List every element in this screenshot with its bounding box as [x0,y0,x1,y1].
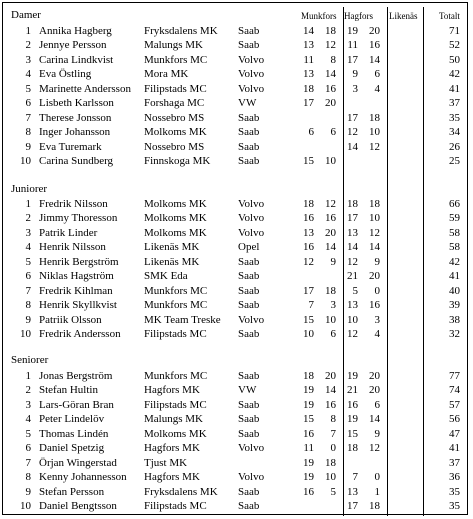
row-position: 5 [25,82,31,95]
munkfors-heat1: 14 [303,25,314,37]
driver-name: Henrik Bergström [39,255,119,268]
club-name: Fryksdalens MK [144,25,218,37]
table-row [3,313,469,327]
driver-name: Therese Jonsson [39,111,112,124]
table-row [3,53,469,67]
section-title: Juniorer [11,183,48,195]
munkfors-heat2: 16 [325,82,336,95]
total-points: 25 [449,155,460,168]
car-make: Volvo [238,313,265,326]
driver-name: Fredrik Kihlman [39,284,113,297]
munkfors-heat2: 18 [325,456,336,469]
row-position: 7 [25,111,31,124]
row-position: 7 [25,284,31,297]
total-points: 32 [449,328,460,341]
hagfors-heat1: 7 [352,471,358,484]
results-table [2,2,468,515]
hagfors-heat2: 4 [374,82,380,95]
table-row [3,298,469,312]
munkfors-heat1: 17 [303,284,314,297]
munkfors-heat1: 6 [308,126,314,139]
driver-name: Lisbeth Karlsson [39,97,114,110]
car-make: Volvo [238,53,265,66]
table-row [3,398,469,412]
table-row [3,211,469,225]
driver-name: Peter Lindelöv [39,413,105,426]
club-name: Hagfors MK [144,442,200,455]
munkfors-heat1: 17 [303,97,314,110]
hagfors-heat1: 18 [347,442,358,455]
club-name: Filipstads MC [144,82,207,95]
munkfors-heat1: 16 [303,241,314,254]
driver-name: Patrik Linder [39,226,98,239]
total-points: 59 [449,212,460,225]
car-make: Volvo [238,212,265,225]
hagfors-heat2: 18 [369,198,380,210]
table-row [3,412,469,426]
section-title: Seniorer [11,354,49,366]
driver-name: Thomas Lindén [39,427,109,440]
hagfors-heat1: 19 [347,370,358,382]
hagfors-heat1: 18 [347,198,358,210]
hagfors-heat2: 14 [369,413,380,426]
driver-name: Lars-Göran Bran [39,398,114,411]
driver-name: Fredrik Andersson [39,328,121,341]
car-make: Saab [238,427,260,440]
hagfors-heat2: 10 [369,126,380,139]
hagfors-heat2: 16 [369,39,380,52]
club-name: Hagfors MK [144,471,200,484]
car-make: Opel [238,241,260,254]
row-position: 9 [25,313,31,326]
car-make: Saab [238,370,260,382]
hagfors-heat1: 17 [347,111,358,124]
car-make: Volvo [238,471,265,484]
hagfors-heat1: 19 [347,413,358,426]
club-name: Fryksdalens MK [144,485,218,498]
row-position: 5 [25,255,31,268]
munkfors-heat2: 16 [325,212,336,225]
munkfors-heat1: 11 [303,442,314,455]
table-row [3,24,469,38]
total-points: 37 [449,97,460,110]
driver-name: Inger Johansson [39,126,111,139]
table-row [3,369,469,383]
driver-name: Carina Sundberg [39,155,114,168]
hagfors-heat1: 17 [347,212,358,225]
munkfors-header: Munkfors [301,11,337,21]
hagfors-heat1: 10 [347,313,358,326]
hagfors-heat1: 13 [347,299,358,312]
row-position: 1 [25,25,31,37]
total-points: 56 [449,413,460,426]
driver-name: Patriik Olsson [39,313,102,326]
driver-name: Jennye Persson [39,39,107,52]
munkfors-heat1: 18 [303,198,314,210]
hagfors-heat1: 12 [347,328,358,341]
table-row [3,197,469,211]
club-name: Filipstads MC [144,500,207,513]
row-position: 8 [25,126,31,139]
munkfors-heat1: 15 [303,313,314,326]
driver-name: Kenny Johannesson [39,471,127,484]
hagfors-heat2: 14 [369,53,380,66]
total-points: 41 [449,442,460,455]
munkfors-heat2: 6 [330,126,336,139]
hagfors-heat1: 11 [347,39,358,52]
table-row [3,38,469,52]
driver-name: Henrik Skyllkvist [39,299,117,312]
table-row [3,470,469,484]
table-row [3,111,469,125]
car-make: Saab [238,299,260,312]
hagfors-heat1: 9 [352,68,358,81]
hagfors-heat1: 21 [347,384,358,397]
total-points: 37 [449,456,460,469]
car-make: Volvo [238,442,265,455]
munkfors-heat1: 7 [308,299,314,312]
munkfors-heat2: 0 [330,442,336,455]
club-name: Molkoms MK [144,212,207,225]
munkfors-heat1: 12 [303,255,314,268]
hagfors-heat1: 16 [347,398,358,411]
munkfors-heat1: 13 [303,39,314,52]
hagfors-heat1: 17 [347,500,358,513]
table-row [3,125,469,139]
hagfors-heat2: 16 [369,299,380,312]
club-name: Molkoms MK [144,226,207,239]
hagfors-heat1: 15 [347,427,358,440]
munkfors-heat2: 12 [325,198,336,210]
total-points: 71 [449,25,460,37]
car-make: Volvo [238,198,265,210]
total-points: 66 [449,198,460,210]
table-row [3,383,469,397]
club-name: Likenäs MK [144,241,200,254]
table-row [3,82,469,96]
driver-name: Carina Lindkvist [39,53,114,66]
club-name: SMK Eda [144,270,188,283]
munkfors-heat2: 18 [325,25,336,37]
car-make: Saab [238,485,260,498]
row-position: 6 [25,270,31,283]
car-make: Volvo [238,226,265,239]
table-row [3,154,469,168]
driver-name: Henrik Nilsson [39,241,106,254]
total-points: 58 [449,241,460,254]
driver-name: Stefan Hultin [39,384,98,397]
table-row [3,255,469,269]
car-make: Volvo [238,68,265,81]
car-make: Saab [238,155,260,168]
munkfors-heat2: 10 [325,471,336,484]
club-name: Hagfors MK [144,384,200,397]
likenas-header: Likenäs [389,11,418,21]
munkfors-heat1: 11 [303,53,314,66]
row-position: 9 [25,140,31,153]
munkfors-heat1: 15 [303,155,314,168]
munkfors-heat2: 5 [330,485,336,498]
table-row [3,226,469,240]
hagfors-heat2: 14 [369,241,380,254]
row-position: 8 [25,299,31,312]
driver-name: Jimmy Thoresson [39,212,118,225]
total-points: 35 [449,500,460,513]
table-row [3,499,469,513]
row-position: 2 [25,39,31,52]
munkfors-heat1: 13 [303,226,314,239]
munkfors-heat1: 19 [303,384,314,397]
club-name: Munkfors MC [144,299,208,312]
munkfors-heat2: 7 [330,427,336,440]
munkfors-heat2: 14 [325,68,336,81]
car-make: VW [238,384,257,397]
row-position: 9 [25,485,31,498]
munkfors-heat2: 3 [330,299,336,312]
row-position: 6 [25,442,31,455]
total-points: 58 [449,226,460,239]
hagfors-heat1: 19 [347,25,358,37]
hagfors-heat2: 0 [374,471,380,484]
total-points: 77 [449,370,460,382]
driver-name: Stefan Persson [39,485,105,498]
row-position: 7 [25,456,31,469]
munkfors-heat1: 19 [303,471,314,484]
munkfors-heat2: 8 [330,413,336,426]
club-name: Nossebro MS [144,111,205,124]
munkfors-heat2: 14 [325,384,336,397]
club-name: Filipstads MC [144,398,207,411]
car-make: Saab [238,25,260,37]
total-points: 40 [449,284,460,297]
munkfors-heat1: 18 [303,82,314,95]
total-points: 36 [449,471,460,484]
total-points: 38 [449,313,460,326]
hagfors-header: Hagfors [344,11,373,21]
munkfors-heat2: 20 [325,370,336,382]
table-row [3,96,469,110]
car-make: Saab [238,255,260,268]
row-position: 10 [20,500,31,513]
club-name: Molkoms MK [144,126,207,139]
car-make: VW [238,97,257,110]
car-make: Saab [238,126,260,139]
club-name: Munkfors MC [144,370,208,382]
car-make: Saab [238,140,260,153]
total-points: 57 [449,398,460,411]
total-points: 34 [449,126,460,139]
driver-name: Niklas Hagström [39,270,114,283]
total-points: 35 [449,485,460,498]
row-position: 3 [25,53,31,66]
row-position: 10 [20,155,31,168]
car-make: Volvo [238,82,265,95]
car-make: Saab [238,111,260,124]
hagfors-heat2: 10 [369,212,380,225]
table-row [3,427,469,441]
munkfors-heat2: 10 [325,313,336,326]
total-points: 41 [449,270,460,283]
driver-name: Daniel Spetzig [39,442,105,455]
driver-name: Daniel Bengtsson [39,500,117,513]
table-row [3,441,469,455]
car-make: Saab [238,398,260,411]
car-make: Saab [238,270,260,283]
driver-name: Jonas Bergström [39,370,113,382]
hagfors-heat1: 3 [352,82,358,95]
hagfors-heat2: 9 [374,255,380,268]
row-position: 8 [25,471,31,484]
totalt-header: Totalt [439,11,460,21]
munkfors-heat2: 6 [330,328,336,341]
row-position: 4 [25,241,31,254]
row-position: 3 [25,226,31,239]
row-position: 2 [25,384,31,397]
table-row [3,269,469,283]
car-make: Saab [238,328,260,341]
hagfors-heat2: 1 [374,485,380,498]
total-points: 74 [449,384,460,397]
total-points: 50 [449,53,460,66]
hagfors-heat1: 12 [347,255,358,268]
club-name: Mora MK [144,68,189,81]
munkfors-heat2: 20 [325,226,336,239]
table-row [3,140,469,154]
munkfors-heat1: 13 [303,68,314,81]
hagfors-heat2: 18 [369,500,380,513]
munkfors-heat2: 8 [330,53,336,66]
hagfors-heat1: 17 [347,53,358,66]
row-position: 2 [25,212,31,225]
munkfors-heat1: 19 [303,456,314,469]
row-position: 10 [20,328,31,341]
driver-name: Eva Östling [39,68,92,81]
driver-name: Marinette Andersson [39,82,131,95]
hagfors-heat2: 12 [369,226,380,239]
row-position: 1 [25,370,31,382]
table-row [3,284,469,298]
total-points: 41 [449,82,460,95]
munkfors-heat2: 9 [330,255,336,268]
hagfors-heat2: 6 [374,398,380,411]
row-position: 4 [25,413,31,426]
munkfors-heat2: 14 [325,241,336,254]
hagfors-heat2: 20 [369,270,380,283]
total-points: 42 [449,68,460,81]
class-header: Damer [11,9,41,21]
club-name: Molkoms MK [144,427,207,440]
munkfors-heat1: 10 [303,328,314,341]
driver-name: Örjan Wingerstad [39,456,117,469]
driver-name: Fredrik Nilsson [39,198,108,210]
hagfors-heat2: 9 [374,427,380,440]
hagfors-heat1: 12 [347,126,358,139]
table-row [3,456,469,470]
hagfors-heat2: 4 [374,328,380,341]
hagfors-heat1: 21 [347,270,358,283]
club-name: Munkfors MC [144,53,208,66]
munkfors-heat2: 10 [325,155,336,168]
munkfors-heat2: 12 [325,39,336,52]
hagfors-heat2: 20 [369,384,380,397]
hagfors-heat1: 5 [352,284,358,297]
hagfors-heat2: 3 [374,313,380,326]
car-make: Saab [238,500,260,513]
club-name: Molkoms MK [144,198,207,210]
table-row [3,485,469,499]
hagfors-heat2: 20 [369,370,380,382]
total-points: 52 [449,39,460,52]
table-row [3,240,469,254]
row-position: 6 [25,97,31,110]
munkfors-heat1: 16 [303,212,314,225]
club-name: Tjust MK [144,456,188,469]
row-position: 3 [25,398,31,411]
hagfors-heat2: 18 [369,111,380,124]
hagfors-heat2: 6 [374,68,380,81]
hagfors-heat1: 14 [347,241,358,254]
total-points: 39 [449,299,460,312]
munkfors-heat1: 16 [303,485,314,498]
car-make: Saab [238,284,260,297]
munkfors-heat1: 19 [303,398,314,411]
driver-name: Annika Hagberg [39,25,112,37]
driver-name: Eva Turemark [39,140,102,153]
club-name: Malungs MK [144,39,203,52]
row-position: 1 [25,198,31,210]
car-make: Saab [238,413,260,426]
hagfors-heat2: 12 [369,442,380,455]
club-name: Likenäs MK [144,255,200,268]
hagfors-heat2: 0 [374,284,380,297]
hagfors-heat1: 14 [347,140,358,153]
row-position: 4 [25,68,31,81]
munkfors-heat1: 18 [303,370,314,382]
munkfors-heat2: 20 [325,97,336,110]
row-position: 5 [25,427,31,440]
hagfors-heat2: 20 [369,25,380,37]
hagfors-heat2: 12 [369,140,380,153]
table-row [3,67,469,81]
club-name: Malungs MK [144,413,203,426]
club-name: Finnskoga MK [144,155,211,168]
munkfors-heat1: 16 [303,427,314,440]
club-name: Filipstads MC [144,328,207,341]
club-name: MK Team Treske [144,313,221,326]
total-points: 35 [449,111,460,124]
munkfors-heat1: 15 [303,413,314,426]
club-name: Munkfors MC [144,284,208,297]
table-row [3,327,469,341]
club-name: Forshaga MC [144,97,205,110]
car-make: Saab [238,39,260,52]
total-points: 26 [449,140,460,153]
club-name: Nossebro MS [144,140,205,153]
total-points: 42 [449,255,460,268]
munkfors-heat2: 18 [325,284,336,297]
total-points: 47 [449,427,460,440]
hagfors-heat1: 13 [347,485,358,498]
hagfors-heat1: 13 [347,226,358,239]
munkfors-heat2: 16 [325,398,336,411]
